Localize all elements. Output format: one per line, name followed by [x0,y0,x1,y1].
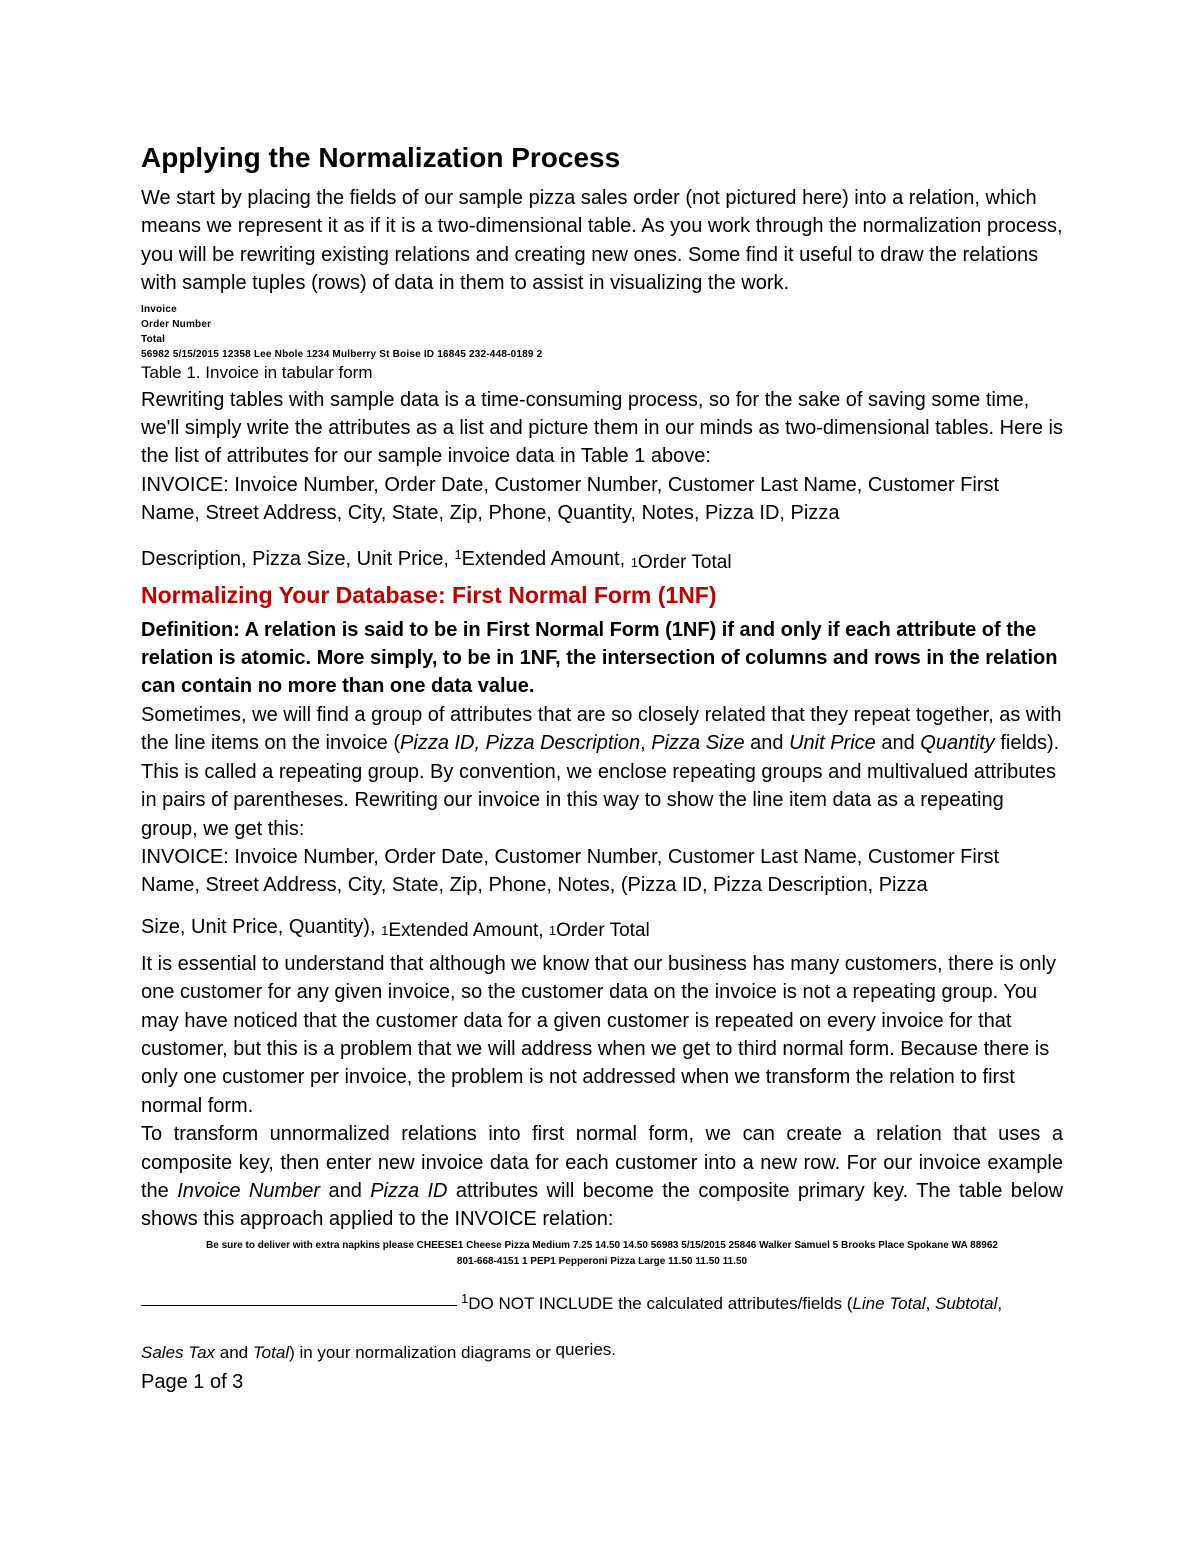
table2-data-line-2: 801-668-4151 1 PEP1 Pepperoni Pizza Large 11.50 11.50 11.50 [456,1255,748,1267]
attr-text: Order Total [556,919,650,941]
text-run: , [925,1293,936,1313]
table1-caption: Table 1. Invoice in tabular form [141,362,373,382]
text-run: fields). This is called a repeating group. By convention, we enclose repeating groups and multivalued attributes in pairs of parentheses. Rewriting our invoice in this way to show the line item data as a repeating group, we get this: [141,732,1060,840]
footnote-marker: 1 [454,546,462,562]
table1-data-row: 56982 5/15/2015 12358 Lee Nbole 1234 Mulberry St Boise ID 16845 232-448-0189 2 [141,348,543,360]
footnote-marker: 1 [381,922,389,938]
text-run: Sometimes, we will find a group of attributes that are so closely related that they repeat together, as with the line items on the invoice ( [141,703,1062,755]
italic-term: Pizza Size [651,732,745,755]
text-run: ) in your normalization diagrams or [289,1342,556,1362]
table1-header-order-number: Order Number [141,318,212,330]
text-run: queries. [555,1339,617,1359]
text-run: , [640,732,652,755]
text-run: DO NOT INCLUDE the calculated attributes/fields ( [468,1293,853,1313]
document-page [141,138,1063,1396]
text-run: and [875,732,921,755]
footnote [141,1288,1063,1315]
invoice-attribute-list-2: INVOICE: Invoice Number, Order Date, Customer Number, Customer Last Name, Customer First Name, Street Address, City, State, Zip, Phone, Notes, (Pizza ID, Pizza Description, Pizza [141,845,1000,897]
footnote-marker: 1 [461,1290,469,1306]
attr-text: Extended Amount, [388,919,549,941]
page-number: Page 1 of 3 [141,1370,244,1393]
italic-term: Unit Price [789,732,876,755]
intro-paragraph: We start by placing the fields of our sample pizza sales order (not pictured here) into a relation, which means we represent it as if it is a two-dimensional table. As you work through the normalization process, you will be rewriting existing relations and creating new ones. Some find it useful to draw the relations with sample tuples (rows) of data in them to assist in visualizing the work. [141,187,1063,295]
italic-term: Quantity [920,732,995,755]
essential-paragraph: It is essential to understand that although we know that our business has many customers, there is only one customer for any given invoice, so the customer data on the invoice is not a repeating group. You may have noticed that the customer data for a given customer is repeated on every invoice for that customer, but this is a problem that we will address when we get to third normal form. Because there is only one customer per invoice, the problem is not addressed when we transform the relation to first normal form. [141,952,1056,1117]
text-run: and [215,1342,253,1362]
invoice-attribute-list-end [141,542,1063,576]
attr-text: Description, Pizza Size, Unit Price, [141,547,455,570]
italic-term: Total [252,1342,290,1362]
definition-paragraph: Definition: A relation is said to be in First Normal Form (1NF) if and only if each attribute of the relation is atomic. More simply, to be in 1NF, the intersection of columns and rows in the relation can contain no more than one data value. [141,618,1058,698]
page-title: Applying the Normalization Process [141,142,621,173]
footnote-continued [141,1339,1063,1364]
text-run: , [997,1293,1003,1313]
section-heading-1nf: Normalizing Your Database: First Normal Form (1NF) [141,581,717,608]
repeating-group-paragraph [141,701,1063,843]
italic-term: Line Total [852,1293,926,1313]
italic-term: Invoice Number [177,1179,321,1202]
text-run: and [320,1179,371,1202]
table1-header-invoice: Invoice [141,303,177,315]
text-run: To transform unnormalized relations into first normal form, we can create a relation that uses a composite key, then enter new invoice data for each customer into a new row. For our invoice example the [141,1123,1063,1202]
footnote-separator [141,1305,457,1306]
transform-paragraph [141,1120,1063,1234]
text-run: attributes will become the composite primary key. The table below shows this approach applied to the INVOICE relation: [141,1179,1064,1231]
italic-term: Pizza ID, Pizza Description [400,732,641,755]
text-run: and [744,732,790,755]
footnote-marker: 1 [630,554,638,570]
italic-term: Subtotal [935,1293,998,1313]
table1-header-total: Total [141,333,166,345]
attr-text: Size, Unit Price, Quantity), [141,915,382,938]
invoice-attribute-list: INVOICE: Invoice Number, Order Date, Customer Number, Customer Last Name, Customer First Name, Street Address, City, State, Zip, Phone, Quantity, Notes, Pizza ID, Pizza [141,473,1000,525]
invoice-attribute-list-2-end [141,914,1063,944]
attr-text: Extended Amount, [461,547,631,570]
attr-text: Order Total [637,551,732,573]
footnote-marker: 1 [548,922,557,938]
italic-term: Sales Tax [141,1342,216,1362]
italic-term: Pizza ID [370,1179,448,1202]
rewriting-paragraph: Rewriting tables with sample data is a time-consuming process, so for the sake of saving some time, we'll simply write the attributes as a list and picture them in our minds as two-dimensional tables. Here is the list of attributes for our sample invoice data in Table 1 above: [141,388,1063,468]
table2-data-line-1: Be sure to deliver with extra napkins please CHEESE1 Cheese Pizza Medium 7.25 14.50 14.50 56983 5/15/2015 25846 Walker Samuel 5 Brooks Place Spokane WA 88962 [206,1239,998,1251]
